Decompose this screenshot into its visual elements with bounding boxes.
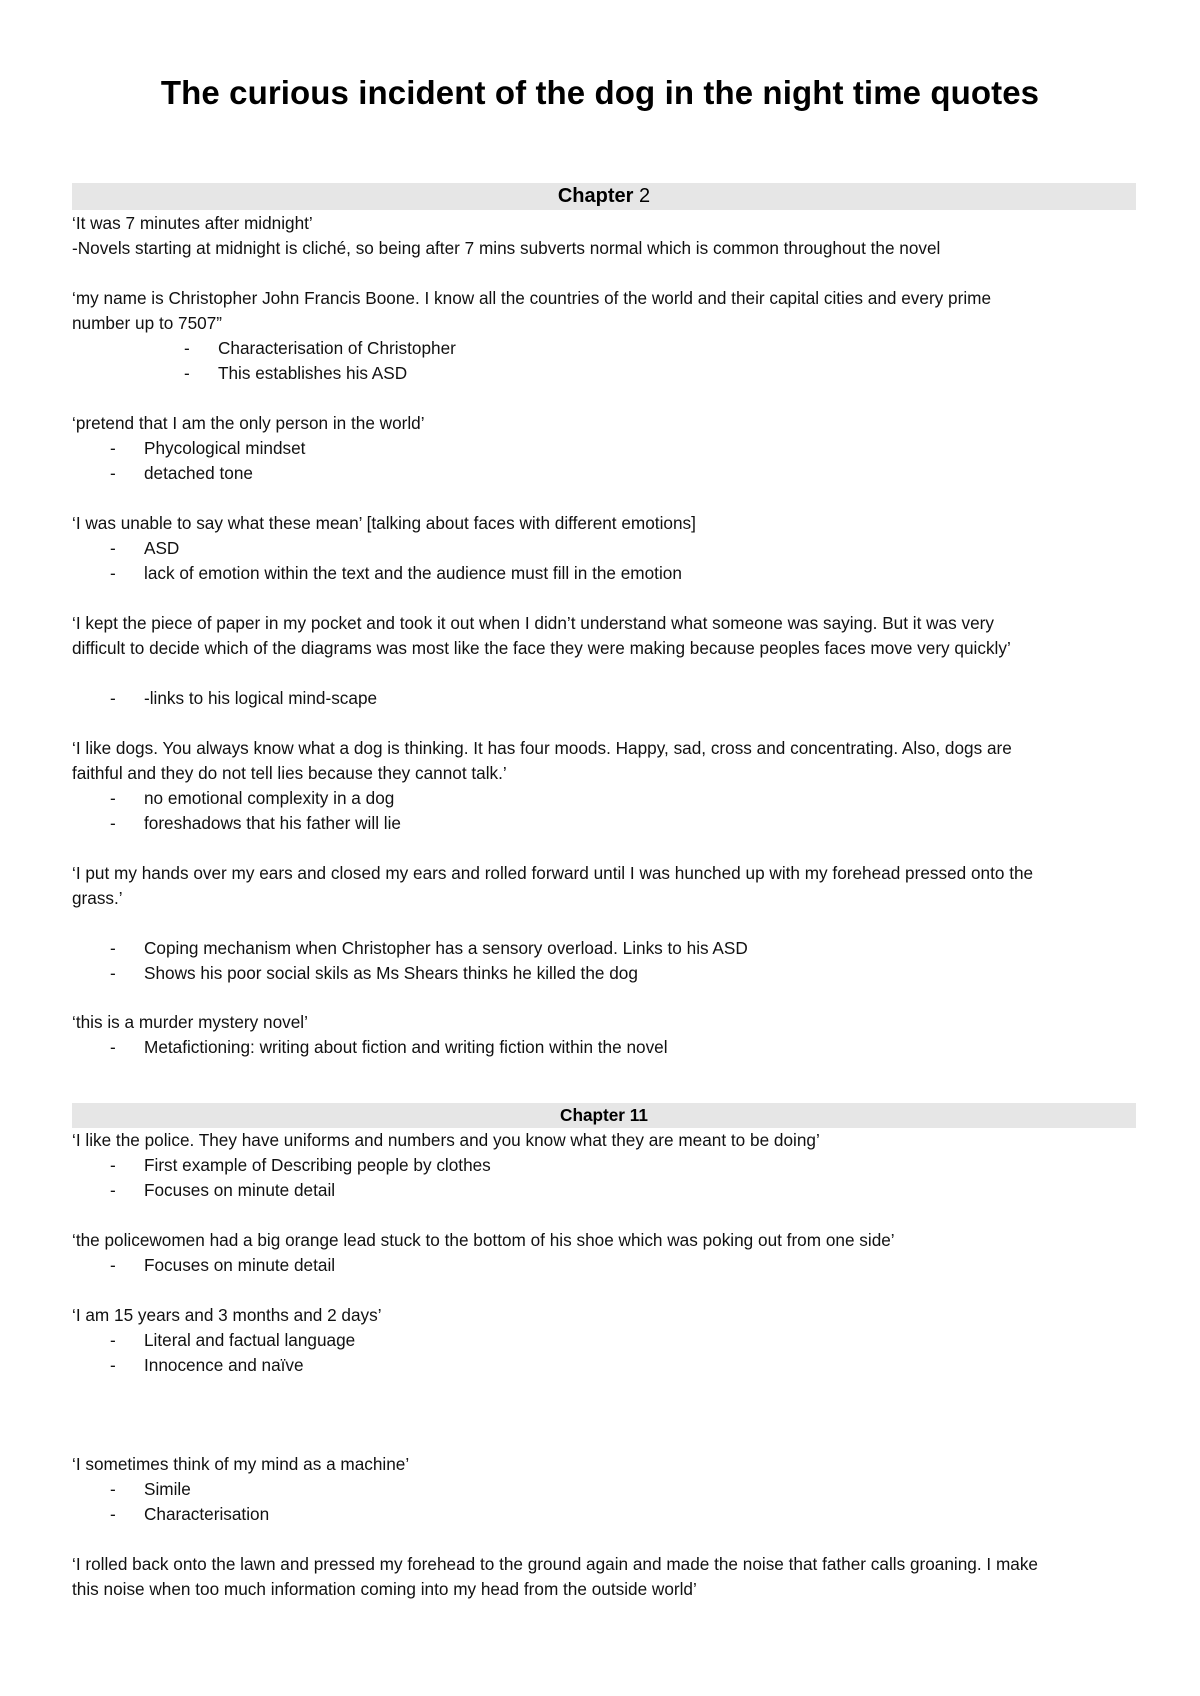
bullet-dash: - <box>184 338 190 358</box>
quote-text: number up to 7507” <box>72 313 223 333</box>
list-item <box>184 361 407 386</box>
quote-text: ‘this is a murder mystery novel’ <box>72 1012 308 1032</box>
list-item <box>110 1178 335 1203</box>
quote-text: ‘I sometimes think of my mind as a machine’ <box>72 1454 410 1474</box>
quote-text: ‘I was unable to say what these mean’ [talking about faces with different emotions] <box>72 513 696 533</box>
list-item <box>110 536 179 561</box>
bullet-dash: - <box>110 563 116 583</box>
list-item <box>110 686 377 711</box>
quote-text: ‘pretend that I am the only person in the world’ <box>72 413 425 433</box>
list-item-text: detached tone <box>144 463 253 483</box>
list-item-text: Shows his poor social skils as Ms Shears thinks he killed the dog <box>144 963 638 983</box>
quote-text: ‘I like dogs. You always know what a dog is thinking. It has four moods. Happy, sad, cross and concentrating. Also, dogs are <box>72 738 1012 758</box>
quote-text: grass.’ <box>72 888 123 908</box>
list-item-text: Focuses on minute detail <box>144 1255 336 1275</box>
list-item-text: Metafictioning: writing about fiction and writing fiction within the novel <box>144 1037 668 1057</box>
bullet-dash: - <box>110 938 116 958</box>
list-item <box>184 336 456 361</box>
list-item-text: This establishes his ASD <box>218 363 408 383</box>
list-item-text: Innocence and naïve <box>144 1355 304 1375</box>
bullet-dash: - <box>110 1504 116 1524</box>
list-item-text: ASD <box>144 538 180 558</box>
list-item-text: Focuses on minute detail <box>144 1180 336 1200</box>
quote-text: ‘my name is Christopher John Francis Boone. I know all the countries of the world and their capital cities and every prime <box>72 288 992 308</box>
list-item-text: Phycological mindset <box>144 438 306 458</box>
list-item-text: Simile <box>144 1479 191 1499</box>
list-item-text: lack of emotion within the text and the audience must fill in the emotion <box>144 563 682 583</box>
list-item-text: Coping mechanism when Christopher has a sensory overload. Links to his ASD <box>144 938 748 958</box>
quote-text: ‘I like the police. They have uniforms and numbers and you know what they are meant to be doing’ <box>72 1130 820 1150</box>
list-item <box>110 1035 668 1060</box>
page-title: The curious incident of the dog in the night time quotes <box>160 74 1040 111</box>
list-item-text: Literal and factual language <box>144 1330 356 1350</box>
list-item <box>110 461 253 486</box>
list-item-text: First example of Describing people by clothes <box>144 1155 491 1175</box>
bullet-dash: - <box>110 1330 116 1350</box>
quote-text: ‘I kept the piece of paper in my pocket and took it out when I didn’t understand what someone was saying. But it was very <box>72 613 994 633</box>
list-item <box>110 1353 304 1378</box>
bullet-dash: - <box>110 1479 116 1499</box>
quote-text: this noise when too much information coming into my head from the outside world’ <box>72 1579 697 1599</box>
bullet-dash: - <box>110 688 116 708</box>
chapter-2-heading-word: Chapter <box>557 185 634 207</box>
quote-text: faithful and they do not tell lies because they cannot talk.’ <box>72 763 507 783</box>
chapter-2-heading <box>72 183 1136 210</box>
list-item <box>110 936 748 961</box>
list-item <box>110 811 401 836</box>
bullet-dash: - <box>110 1037 116 1057</box>
quote-text: ‘I rolled back onto the lawn and pressed my forehead to the ground again and made the noise that father calls groaning. I make <box>72 1554 1038 1574</box>
list-item <box>110 786 394 811</box>
bullet-dash: - <box>110 463 116 483</box>
list-item-text: no emotional complexity in a dog <box>144 788 395 808</box>
bullet-dash: - <box>110 1155 116 1175</box>
quote-note: -Novels starting at midnight is cliché, so being after 7 mins subverts normal which is common throughout the novel <box>72 238 941 258</box>
list-item <box>110 1328 355 1353</box>
list-item <box>110 1153 491 1178</box>
bullet-dash: - <box>110 963 116 983</box>
list-item <box>110 1502 269 1527</box>
chapter-2-heading-number: 2 <box>633 185 651 207</box>
bullet-dash: - <box>110 1180 116 1200</box>
quote-text: ‘I put my hands over my ears and closed my ears and rolled forward until I was hunched up with my forehead pressed onto the <box>72 863 1034 883</box>
bullet-dash: - <box>110 1355 116 1375</box>
quote-text: ‘the policewomen had a big orange lead stuck to the bottom of his shoe which was poking out from one side’ <box>72 1230 895 1250</box>
bullet-dash: - <box>184 363 190 383</box>
chapter-11-heading: Chapter 11 <box>72 1103 1136 1128</box>
quote-text: difficult to decide which of the diagrams was most like the face they were making because peoples faces move very quickly’ <box>72 638 1011 658</box>
list-item <box>110 561 682 586</box>
quote-text: ‘I am 15 years and 3 months and 2 days’ <box>72 1305 382 1325</box>
list-item <box>110 436 305 461</box>
bullet-dash: - <box>110 813 116 833</box>
list-item-text: foreshadows that his father will lie <box>144 813 401 833</box>
list-item <box>110 961 638 986</box>
list-item-text: Characterisation <box>144 1504 270 1524</box>
list-item <box>110 1477 191 1502</box>
list-item <box>110 1253 335 1278</box>
bullet-dash: - <box>110 438 116 458</box>
bullet-dash: - <box>110 1255 116 1275</box>
bullet-dash: - <box>110 538 116 558</box>
list-item-text: -links to his logical mind-scape <box>144 688 378 708</box>
bullet-dash: - <box>110 788 116 808</box>
quote-text: ‘It was 7 minutes after midnight’ <box>72 213 313 233</box>
list-item-text: Characterisation of Christopher <box>218 338 456 358</box>
